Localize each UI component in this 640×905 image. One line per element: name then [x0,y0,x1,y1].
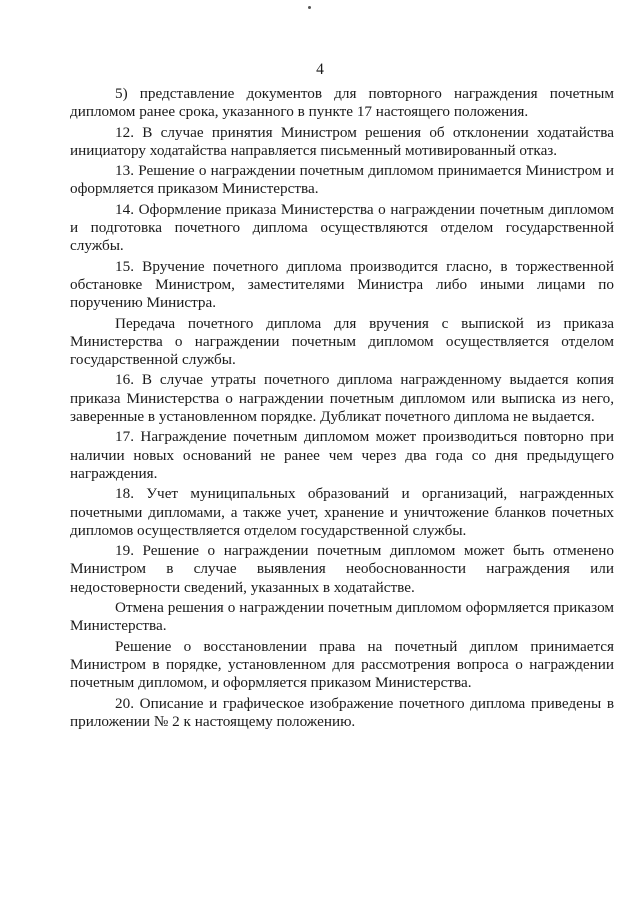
paragraph-restoration: Решение о восстановлении права на почетный диплом принимается Министром в порядке, установленном для рассмотрения вопроса о награждении почетным дипломом, и оформляется приказом Министерства. [70,637,614,692]
paragraph-section-14: 14. Оформление приказа Министерства о награждении почетным дипломом и подготовка почетного диплома осуществляются отделом государственной службы. [70,200,614,255]
paragraph-section-18: 18. Учет муниципальных образований и организаций, награжденных почетными дипломами, а также учет, хранение и уничтожение бланков почетных дипломов осуществляется отделом государственной службы. [70,485,614,539]
document-body [70,85,614,731]
paragraph-section-20: 20. Описание и графическое изображение почетного диплома приведены в приложении № 2 к настоящему положению. [70,694,614,730]
paragraph-section-16: 16. В случае утраты почетного диплома награжденному выдается копия приказа Министерства о награждении почетным дипломом или выписка из него, заверенные в установленном порядке. Дубликат почетного диплома не выдается. [70,371,614,426]
paragraph-transfer: Передача почетного диплома для вручения с выпиской из приказа Министерства о награждении почетным дипломом осуществляется отделом государственной службы. [70,314,614,369]
page-number: 4 [316,61,324,78]
paragraph-cancellation: Отмена решения о награждении почетным дипломом оформляется приказом Министерства. [70,599,614,635]
paragraph-item-5: 5) представление документов для повторного награждения почетным дипломом ранее срока, указанного в пункте 17 настоящего положения. [70,85,614,121]
paragraph-section-17: 17. Награждение почетным дипломом может производиться повторно при наличии новых оснований не ранее чем через два года со дня предыдущего награждения. [70,428,614,482]
paragraph-section-13: 13. Решение о награждении почетным дипломом принимается Министром и оформляется приказом Министерства. [70,162,614,198]
paragraph-section-19: 19. Решение о награждении почетным дипломом может быть отменено Министром в случае выявления необоснованности награждения или недостоверности сведений, указанных в ходатайстве. [70,542,614,596]
paragraph-section-15: 15. Вручение почетного диплома производится гласно, в торжественной обстановке Министром, заместителями Министра либо иными лицами по поручению Министра. [70,257,614,312]
scan-artifact [308,6,311,9]
paragraph-section-12: 12. В случае принятия Министром решения об отклонении ходатайства инициатору ходатайства направляется письменный мотивированный отказ. [70,123,614,159]
